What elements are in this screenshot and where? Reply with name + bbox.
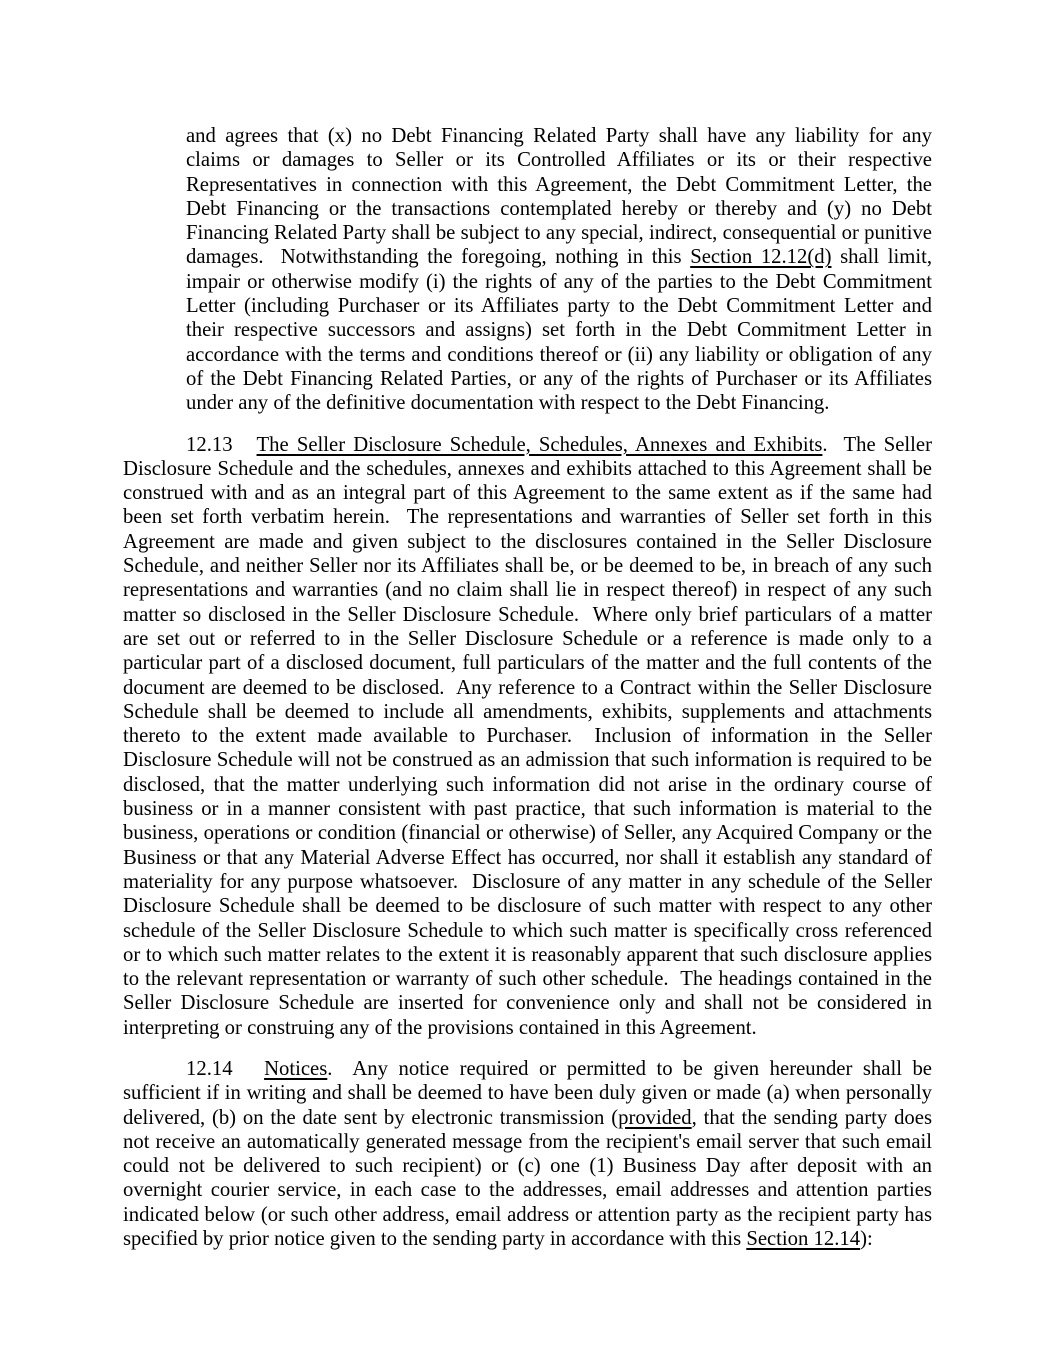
paragraph-section-12-14 (123, 1057, 932, 1251)
text-run: 12.14 (186, 1057, 265, 1080)
paragraph-clause-12-12-d-continuation (186, 124, 932, 416)
paragraph-section-12-13 (123, 433, 932, 1040)
text-run: and agrees that (x) no Debt Financing Related Party shall have any liability for any claims or damages to Seller or its Controlled Affiliates or its or their respective Representatives in connection with this Agreement, the Debt Commitment Letter, the Debt Financing or the transactions contemplated hereby or thereby and (y) no Debt Financing Related Party shall be subject to any special, indirect, consequential or punitive damages. Notwithstanding the foregoing, nothing in this (186, 125, 932, 269)
underlined-text-run: The Seller Disclosure Schedule, Schedules, Annexes and Exhibits (256, 433, 823, 456)
text-run: 12.13 (186, 433, 257, 456)
underlined-text-run: Section 12.14 (746, 1228, 861, 1251)
underlined-text-run: Notices (264, 1057, 328, 1080)
text-run: . The Seller Disclosure Schedule and the schedules, annexes and exhibits attached to this Agreement shall be construed with and as an integral part of this Agreement to the same extent as if the same had been set forth verbatim herein. The representations and warranties of Seller set forth in this Agreement are made and given subject to the disclosures contained in the Seller Disclosure Schedule, and neither Seller nor its Affiliates shall be, or be deemed to be, in breach of any such representations and warranties (and no claim shall lie in respect thereof) in respect of any such matter so disclosed in the Seller Disclosure Schedule. Where only brief particulars of a matter are set out or referred to in the Seller Disclosure Schedule or a reference is made only to a particular part of a disclosed document, full particulars of the matter and the full contents of the document are deemed to be disclosed. Any reference to a Contract within the Seller Disclosure Schedule shall be deemed to include all amendments, exhibits, supplements and attachments thereto to the extent made available to Purchaser. Inclusion of information in the Seller Disclosure Schedule will not be construed as an admission that such information is required to be disclosed, that the matter underlying such information did not arise in the ordinary course of business or in a manner consistent with past practice, that such information is material to the business, operations or condition (financial or otherwise) of Seller, any Acquired Company or the Business or that any Material Adverse Effect has occurred, nor shall it establish any standard of materiality for any purpose whatsoever. Disclosure of any matter in any schedule of the Seller Disclosure Schedule shall be deemed to be disclosure of such matter with respect to any other schedule of the Seller Disclosure Schedule to which such matter is specifically cross referenced or to which such matter relates to the extent it is reasonably apparent that such disclosure applies to the relevant representation or warranty of such other schedule. The headings contained in the Seller Disclosure Schedule are inserted for convenience only and shall not be considered in interpreting or construing any of the provisions contained in this Agreement. (123, 433, 932, 1039)
text-run: . Any notice required or permitted to be given hereunder shall be sufficient if in writing and shall be deemed to have been duly given or made (a) when personally delivered, (b) on the date sent by electronic transmission ( (123, 1057, 932, 1129)
text-run: shall limit, impair or otherwise modify (i) the rights of any of the parties to the Debt Commitment Letter (including Purchaser or its Affiliates party to the Debt Commitment Letter and their respective successors and assigns) set forth in the Debt Commitment Letter in accordance with the terms and conditions thereof or (ii) any liability or obligation of any of the Debt Financing Related Parties, or any of the rights of Purchaser or its Affiliates under any of the definitive documentation with respect to the Debt Financing. (186, 246, 932, 415)
underlined-text-run: Section 12.12(d) (690, 246, 832, 269)
text-run: ): (860, 1228, 873, 1251)
text-run: , that the sending party does not receive an automatically generated message from the recipient's email server that such email could not be delivered to such recipient) or (c) one (1) Business Day after deposit with an overnight courier service, in each case to the addresses, email addresses and attention parties indicated below (or such other address, email address or attention party as the recipient party has specified by prior notice given to the sending party in accordance with this (123, 1106, 932, 1251)
underlined-text-run: provided (618, 1106, 692, 1129)
